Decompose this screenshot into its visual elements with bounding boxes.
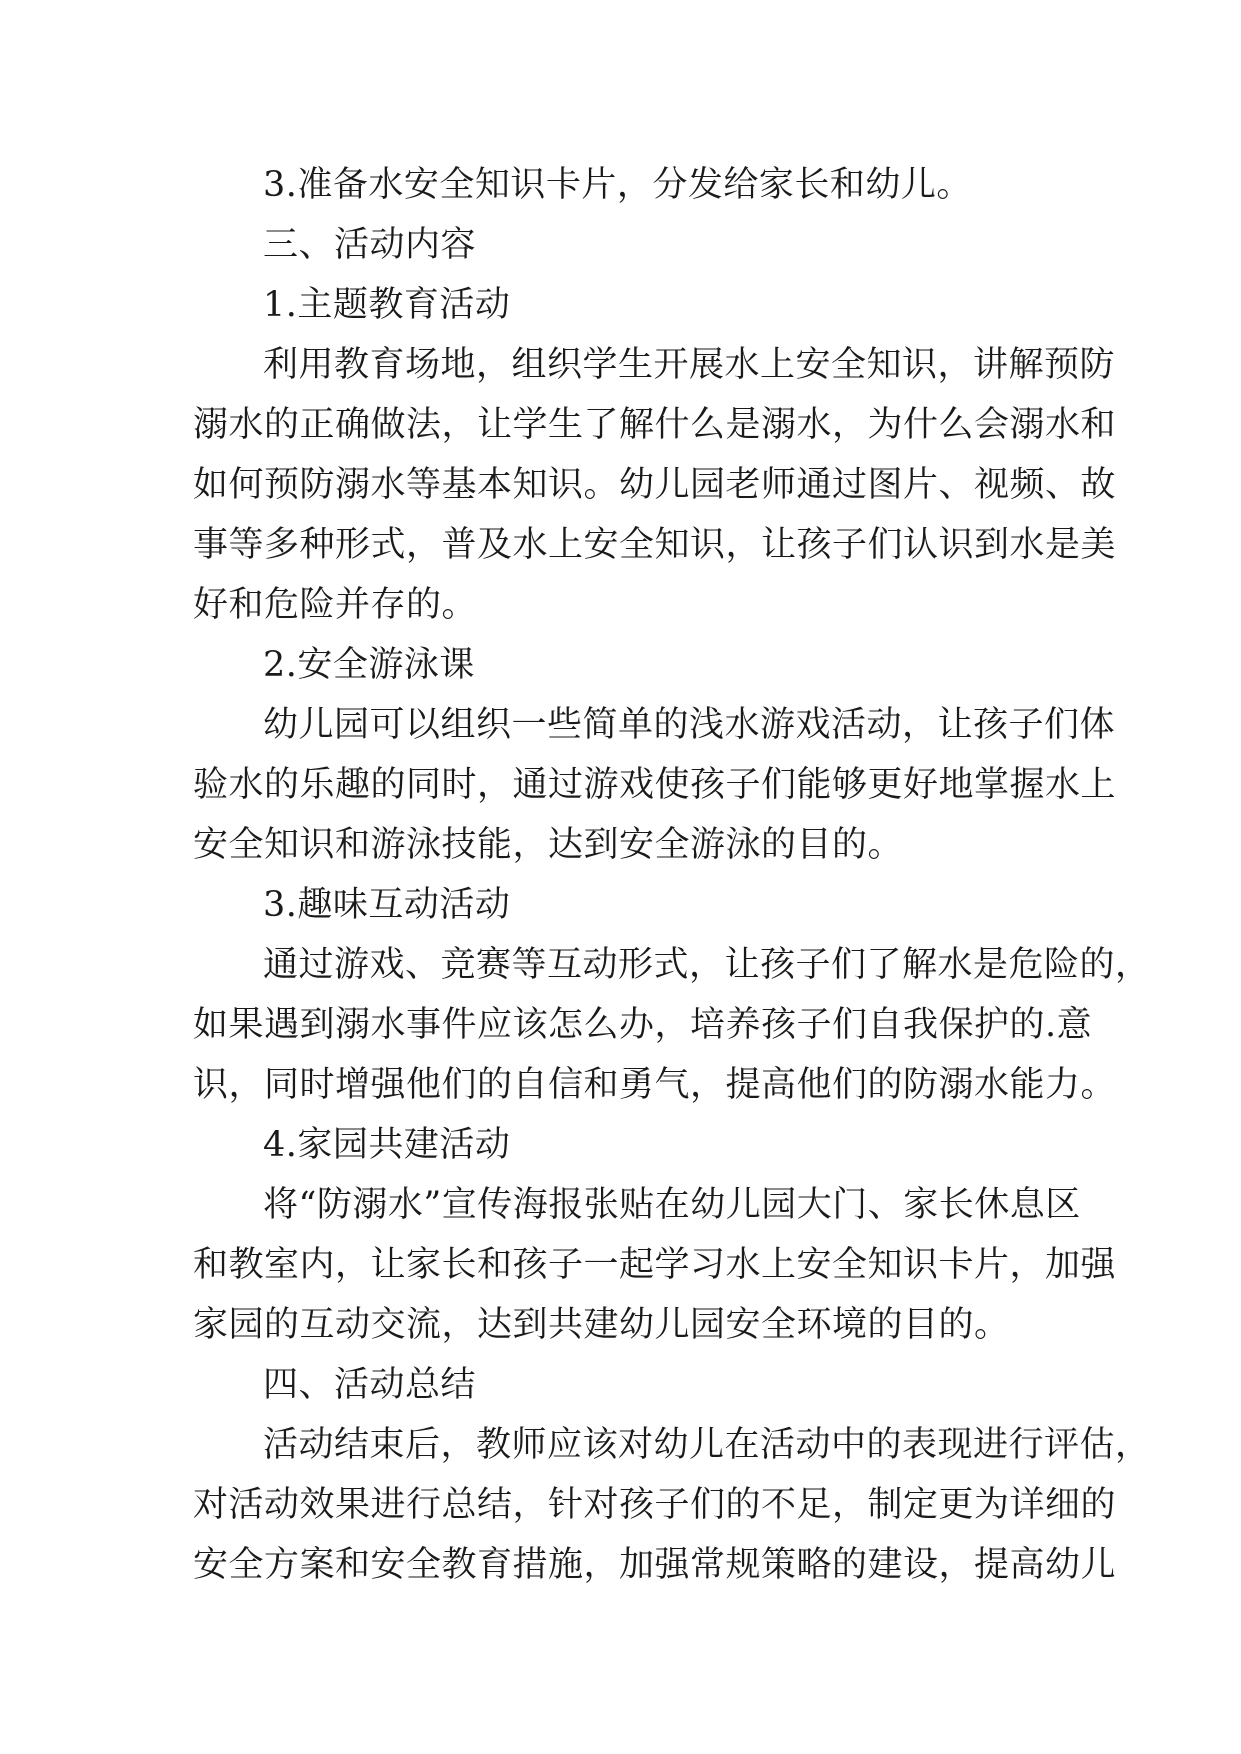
subsection-heading: 1.主题教育活动 — [263, 285, 511, 325]
text-line: 事等多种形式，普及水上安全知识，让孩子们认识到水是美 — [193, 525, 1117, 565]
text-line: 如果遇到溺水事件应该怎么办，培养孩子们自我保护的.意 — [193, 1005, 1093, 1045]
section-heading: 四、活动总结 — [263, 1365, 477, 1405]
text-line: 家园的互动交流，达到共建幼儿园安全环境的目的。 — [193, 1305, 1010, 1345]
subsection-heading: 4.家园共建活动 — [263, 1125, 511, 1165]
text-line: 通过游戏、竞赛等互动形式，让孩子们了解水是危险的， — [263, 945, 1151, 985]
text-line: 验水的乐趣的同时，通过游戏使孩子们能够更好地掌握水上 — [193, 765, 1117, 805]
text-line: 识，同时增强他们的自信和勇气，提高他们的防溺水能力。 — [193, 1065, 1117, 1105]
text-line: 3.准备水安全知识卡片，分发给家长和幼儿。 — [263, 165, 972, 205]
text-line: 活动结束后，教师应该对幼儿在活动中的表现进行评估， — [263, 1425, 1151, 1465]
text-line: 对活动效果进行总结，针对孩子们的不足，制定更为详细的 — [193, 1485, 1117, 1525]
text-line: 幼儿园可以组织一些简单的浅水游戏活动，让孩子们体 — [263, 705, 1116, 745]
text-line: 好和危险并存的。 — [193, 585, 478, 625]
subsection-heading: 2.安全游泳课 — [263, 645, 475, 685]
text-line: 如何预防溺水等基本知识。幼儿园老师通过图片、视频、故 — [193, 465, 1117, 505]
text-line: 安全知识和游泳技能，达到安全游泳的目的。 — [193, 825, 904, 865]
text-line: 利用教育场地，组织学生开展水上安全知识，讲解预防 — [263, 345, 1116, 385]
text-line: 安全方案和安全教育措施，加强常规策略的建设，提高幼儿 — [193, 1545, 1117, 1585]
text-line: 溺水的正确做法，让学生了解什么是溺水，为什么会溺水和 — [193, 405, 1117, 445]
text-line: 将“防溺水”宣传海报张贴在幼儿园大门、家长休息区 — [263, 1185, 1081, 1225]
document-body — [193, 155, 1151, 1595]
section-heading: 三、活动内容 — [263, 225, 477, 265]
subsection-heading: 3.趣味互动活动 — [263, 885, 511, 925]
text-line: 和教室内，让家长和孩子一起学习水上安全知识卡片，加强 — [193, 1245, 1117, 1285]
